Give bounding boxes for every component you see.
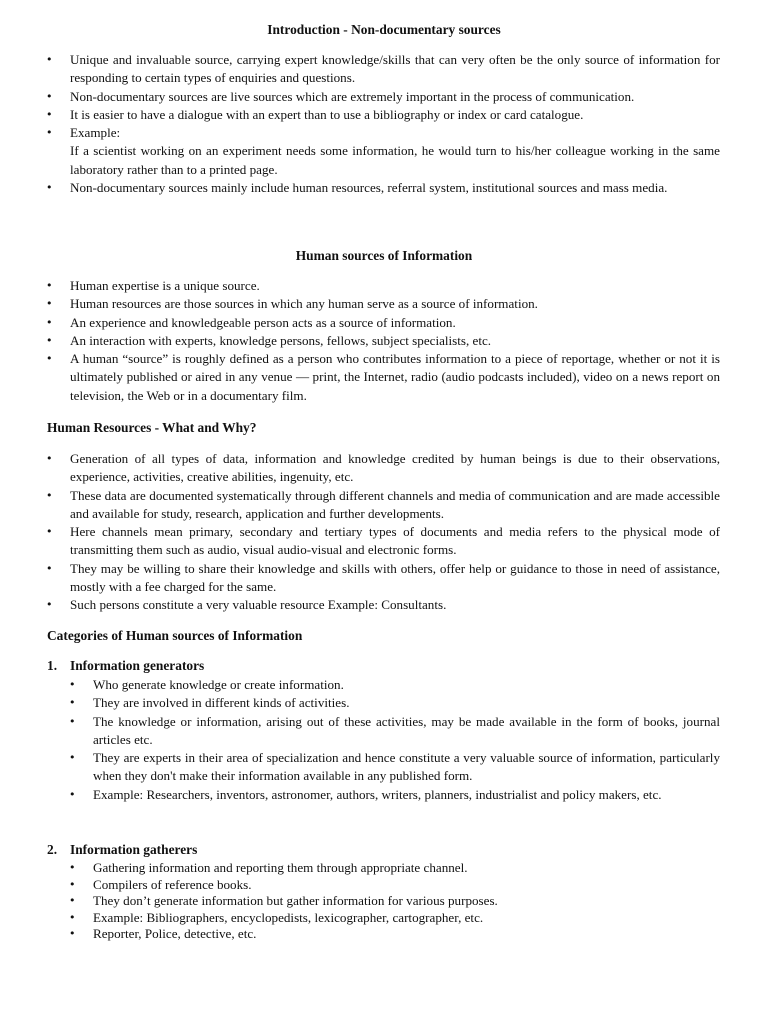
list-item: • They don’t generate information but gather information for various purposes. bbox=[0, 893, 768, 910]
categories-section bbox=[0, 627, 768, 645]
list-item: • Non-documentary sources are live sources which are extremely important in the process of communication. bbox=[0, 88, 768, 106]
list-item bbox=[0, 124, 768, 179]
list-item: • Such persons constitute a very valuable resource Example: Consultants. bbox=[0, 596, 768, 614]
list-item: • Generation of all types of data, information and knowledge credited by human beings is due to their observations, experience, activities, creative abilities, ingenuity, etc. bbox=[0, 450, 768, 487]
list-item: • These data are documented systematically through different channels and media of communication and are made accessible and available for study, research, application and further developments. bbox=[0, 487, 768, 524]
list-item: • Here channels mean primary, secondary and tertiary types of documents and media refers to the physical mode of transmitting them such as audio, visual audio-visual and electronic forms. bbox=[0, 523, 768, 560]
example-text: If a scientist working on an experiment needs some information, he would turn to his/her colleague working in the same laboratory rather than to a printed page. bbox=[70, 143, 720, 177]
what-why-list bbox=[0, 450, 768, 615]
list-item: • Human resources are those sources in which any human serve as a source of information. bbox=[0, 295, 768, 313]
list-item: • Who generate knowledge or create information. bbox=[0, 676, 768, 694]
human-sources-section bbox=[0, 247, 768, 265]
list-item: • Example: Researchers, inventors, astronomer, authors, writers, planners, industrialist and policy makers, etc. bbox=[0, 786, 768, 804]
generators-number: 1. bbox=[47, 658, 58, 673]
list-item: • Compilers of reference books. bbox=[0, 877, 768, 894]
list-item: • Non-documentary sources mainly include human resources, referral system, institutional sources and mass media. bbox=[0, 179, 768, 197]
generators-section bbox=[0, 657, 768, 804]
list-item: • They may be willing to share their knowledge and skills with others, offer help or guidance to those in need of assistance, mostly with a fee charged for the same. bbox=[0, 560, 768, 597]
list-item: • Human expertise is a unique source. bbox=[0, 277, 768, 295]
categories-heading: Categories of Human sources of Information bbox=[47, 628, 303, 643]
gatherers-heading bbox=[0, 841, 768, 859]
what-why-list-wrap bbox=[0, 450, 768, 615]
list-item: • Gathering information and reporting them through appropriate channel. bbox=[0, 860, 768, 877]
what-why-heading: Human Resources - What and Why? bbox=[47, 420, 257, 435]
gatherers-section bbox=[0, 841, 768, 943]
gatherers-title: Information gatherers bbox=[70, 842, 198, 857]
gatherers-number: 2. bbox=[47, 842, 58, 857]
what-why-section bbox=[0, 419, 768, 437]
human-sources-list bbox=[0, 277, 768, 405]
list-item: • Reporter, Police, detective, etc. bbox=[0, 926, 768, 943]
generators-heading bbox=[0, 657, 768, 675]
list-item: • An interaction with experts, knowledge persons, fellows, subject specialists, etc. bbox=[0, 332, 768, 350]
list-item: • An experience and knowledgeable person acts as a source of information. bbox=[0, 314, 768, 332]
human-sources-list-wrap bbox=[0, 277, 768, 405]
list-item: • A human “source” is roughly defined as a person who contributes information to a piece of reportage, whether or not it is ultimately published or aired in any venue — print, the Internet, radio (audio podcasts included), video on a news report on television, the Web or in a documentary film. bbox=[0, 350, 768, 405]
intro-list bbox=[0, 51, 768, 197]
list-item: • Unique and invaluable source, carrying expert knowledge/skills that can very often be the only source of information for responding to certain types of enquiries and questions. bbox=[0, 51, 768, 88]
list-item: • Example: Bibliographers, encyclopedists, lexicographer, cartographer, etc. bbox=[0, 910, 768, 927]
human-sources-heading: Human sources of Information bbox=[295, 248, 473, 263]
intro-section bbox=[0, 21, 768, 39]
intro-heading: Introduction - Non-documentary sources bbox=[267, 22, 501, 37]
list-item: • The knowledge or information, arising out of these activities, may be made available in the form of books, journal articles etc. bbox=[0, 713, 768, 750]
gatherers-list bbox=[0, 860, 768, 943]
list-item: • They are involved in different kinds of activities. bbox=[0, 694, 768, 712]
list-item: • They are experts in their area of specialization and hence constitute a very valuable source of information, particularly when they don't make their information available in any published form. bbox=[0, 749, 768, 786]
generators-list bbox=[0, 676, 768, 804]
example-label: Example: bbox=[70, 125, 121, 141]
intro-list-wrap bbox=[0, 51, 768, 197]
list-item: • It is easier to have a dialogue with an expert than to use a bibliography or index or card catalogue. bbox=[0, 106, 768, 124]
generators-title: Information generators bbox=[70, 658, 205, 673]
